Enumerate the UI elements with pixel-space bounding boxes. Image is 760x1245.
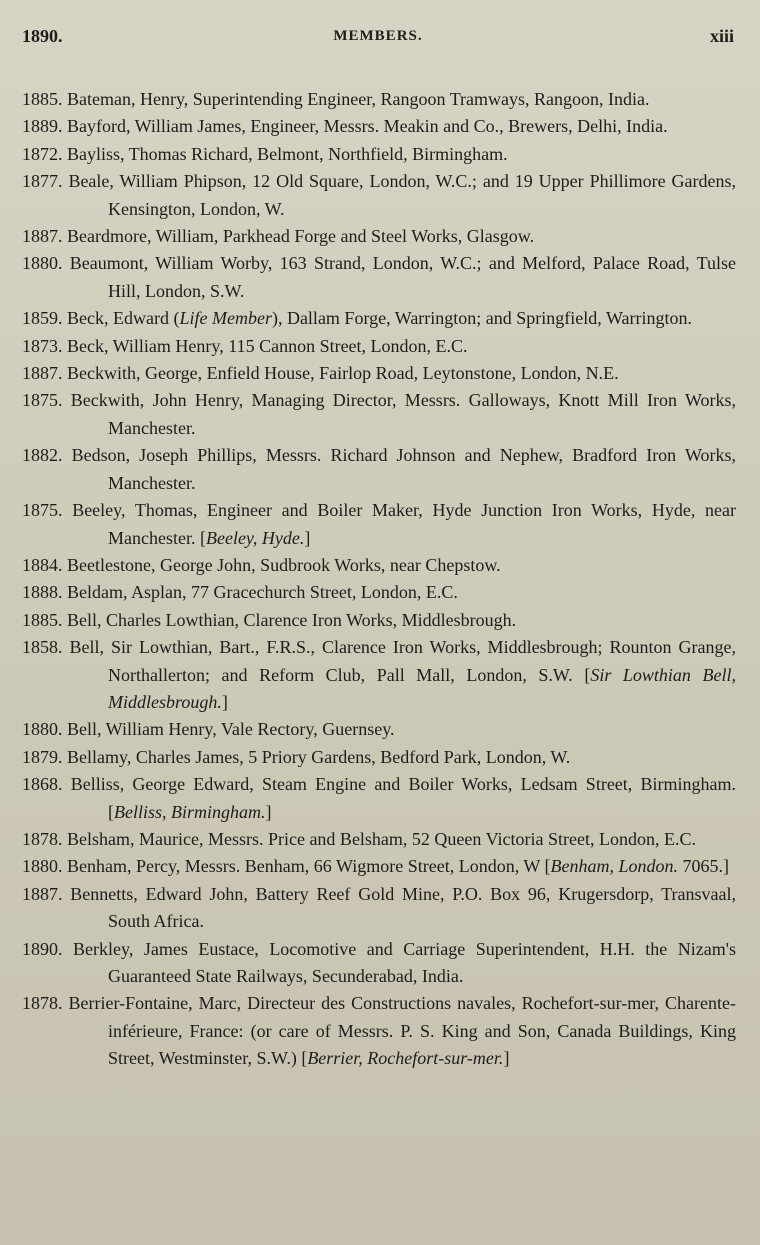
header-title: MEMBERS. [333, 28, 423, 44]
entry-year: 1887. [22, 363, 63, 384]
running-header [22, 26, 734, 52]
member-entry [20, 223, 736, 250]
member-entry [20, 881, 736, 936]
entry-text: Bennetts, Edward John, Battery Reef Gold Mine, P.O. Box 96, Krugersdorp, Transvaal, South Africa. [70, 883, 736, 932]
entry-text: Beetlestone, George John, Sudbrook Works, near Chepstow. [67, 554, 501, 575]
entry-text: ), Dallam Forge, Warrington; and Springfield, Warrington. [271, 308, 692, 329]
entry-text: ] [265, 801, 272, 822]
entry-year: 1884. [22, 554, 63, 575]
member-entry [20, 168, 736, 223]
entry-year: 1880. [22, 253, 63, 274]
entry-year: 1879. [22, 746, 63, 767]
entry-year: 1880. [22, 856, 63, 877]
member-entry [20, 442, 736, 497]
entry-text: ] [503, 1048, 510, 1069]
entry-text: Belliss, George Edward, Steam Engine and Boiler Works, Ledsam Street, Birmingham. [ [70, 774, 736, 822]
member-entry [20, 634, 736, 716]
member-entry [20, 607, 736, 634]
member-entry [20, 333, 736, 360]
entry-year: 1858. [22, 637, 63, 658]
entry-text: Bell, Charles Lowthian, Clarence Iron Works, Middlesbrough. [67, 609, 517, 630]
page-number: xiii [709, 26, 734, 46]
header-year: 1890. [22, 26, 63, 46]
entry-year: 1872. [22, 143, 63, 164]
entry-text: Beardmore, William, Parkhead Forge and Steel Works, Glasgow. [67, 226, 535, 247]
entry-year: 1887. [22, 226, 63, 247]
entry-year: 1890. [22, 938, 63, 959]
entry-text: Benham, Percy, Messrs. Benham, 66 Wigmore Street, London, W [ [67, 856, 551, 877]
entry-year: 1877. [22, 171, 63, 192]
entry-text: Beckwith, John Henry, Managing Director, Messrs. Galloways, Knott Mill Iron Works, Manchester. [70, 390, 736, 438]
entry-italic: Life Member [179, 308, 272, 329]
entry-italic: Sir Lowthian Bell, Middlesbrough. [108, 664, 736, 712]
entry-text: Berkley, James Eustace, Locomotive and Carriage Superintendent, H.H. the Nizam's Guaranteed State Railways, Secunderabad, India. [73, 938, 737, 986]
entry-text: Beldam, Asplan, 77 Gracechurch Street, London, E.C. [67, 582, 458, 603]
member-entry [20, 990, 736, 1072]
member-entry [20, 305, 736, 332]
member-entry [20, 360, 736, 387]
member-entry [20, 113, 736, 140]
entry-year: 1878. [22, 993, 63, 1014]
entry-text: Bell, William Henry, Vale Rectory, Guernsey. [67, 719, 395, 740]
member-entry [20, 579, 736, 606]
entry-text: Bellamy, Charles James, 5 Priory Gardens, Bedford Park, London, W. [67, 746, 571, 767]
entry-text: Bedson, Joseph Phillips, Messrs. Richard Johnson and Nephew, Bradford Iron Works, Manchester. [71, 445, 736, 493]
entry-year: 1880. [22, 719, 63, 740]
member-entry [20, 387, 736, 442]
entry-year: 1882. [22, 445, 63, 466]
entry-text: Bayford, William James, Engineer, Messrs. Meakin and Co., Brewers, Delhi, India. [67, 116, 668, 137]
members-list [20, 86, 736, 1073]
entry-italic: Benham, London. [550, 856, 679, 877]
entry-text: Beck, Edward ( [67, 308, 180, 329]
member-entry [20, 853, 736, 880]
entry-text: Beck, William Henry, 115 Cannon Street, London, E.C. [67, 335, 468, 356]
entry-text: ] [304, 527, 311, 548]
member-entry [20, 744, 736, 771]
member-entry [20, 716, 736, 743]
member-entry [20, 826, 736, 853]
entry-year: 1887. [22, 883, 63, 904]
entry-text: 7065.] [678, 856, 730, 877]
entry-text: Bell, Sir Lowthian, Bart., F.R.S., Clarence Iron Works, Middlesbrough; Rounton Grange, Northallerton; and Reform Club, Pall Mall, London, S.W. [ [69, 637, 736, 685]
entry-text: Beale, William Phipson, 12 Old Square, London, W.C.; and 19 Upper Phillimore Gardens, Kensington, London, W. [68, 171, 737, 219]
entry-year: 1889. [22, 116, 63, 137]
entry-year: 1888. [22, 582, 63, 603]
entry-italic: Berrier, Rochefort-sur-mer. [307, 1048, 504, 1069]
member-entry [20, 250, 736, 305]
entry-year: 1868. [22, 774, 63, 795]
member-entry [20, 552, 736, 579]
entry-text: Bateman, Henry, Superintending Engineer, Rangoon Tramways, Rangoon, India. [67, 89, 650, 109]
entry-year: 1875. [22, 500, 63, 521]
entry-text: Belsham, Maurice, Messrs. Price and Belsham, 52 Queen Victoria Street, London, E.C. [67, 828, 696, 849]
member-entry [20, 771, 736, 826]
member-entry [20, 936, 736, 991]
member-entry [20, 141, 736, 168]
member-entry [20, 497, 736, 552]
entry-text: Bayliss, Thomas Richard, Belmont, Northfield, Birmingham. [67, 143, 508, 164]
entry-text: Beckwith, George, Enfield House, Fairlop Road, Leytonstone, London, N.E. [67, 363, 619, 384]
entry-year: 1878. [22, 828, 63, 849]
entry-text: Beeley, Thomas, Engineer and Boiler Maker, Hyde Junction Iron Works, Hyde, near Manchester. [ [72, 500, 736, 548]
entry-italic: Beeley, Hyde. [205, 527, 305, 548]
entry-year: 1875. [22, 390, 63, 411]
entry-year: 1885. [22, 89, 63, 109]
entry-year: 1859. [22, 308, 63, 329]
entry-text: ] [221, 691, 228, 712]
entry-text: Berrier-Fontaine, Marc, Directeur des Constructions navales, Rochefort-sur-mer, Charente-inférieure, France: (or care of Messrs. P. S. King and Son, Canada Buildings, King Street, Westminster, S.W.) [ [68, 993, 737, 1069]
entry-year: 1885. [22, 609, 63, 630]
entry-year: 1873. [22, 335, 63, 356]
member-entry [20, 86, 736, 113]
entry-text: Beaumont, William Worby, 163 Strand, London, W.C.; and Melford, Palace Road, Tulse Hill, London, S.W. [69, 253, 736, 301]
entry-italic: Belliss, Birmingham. [114, 801, 266, 822]
